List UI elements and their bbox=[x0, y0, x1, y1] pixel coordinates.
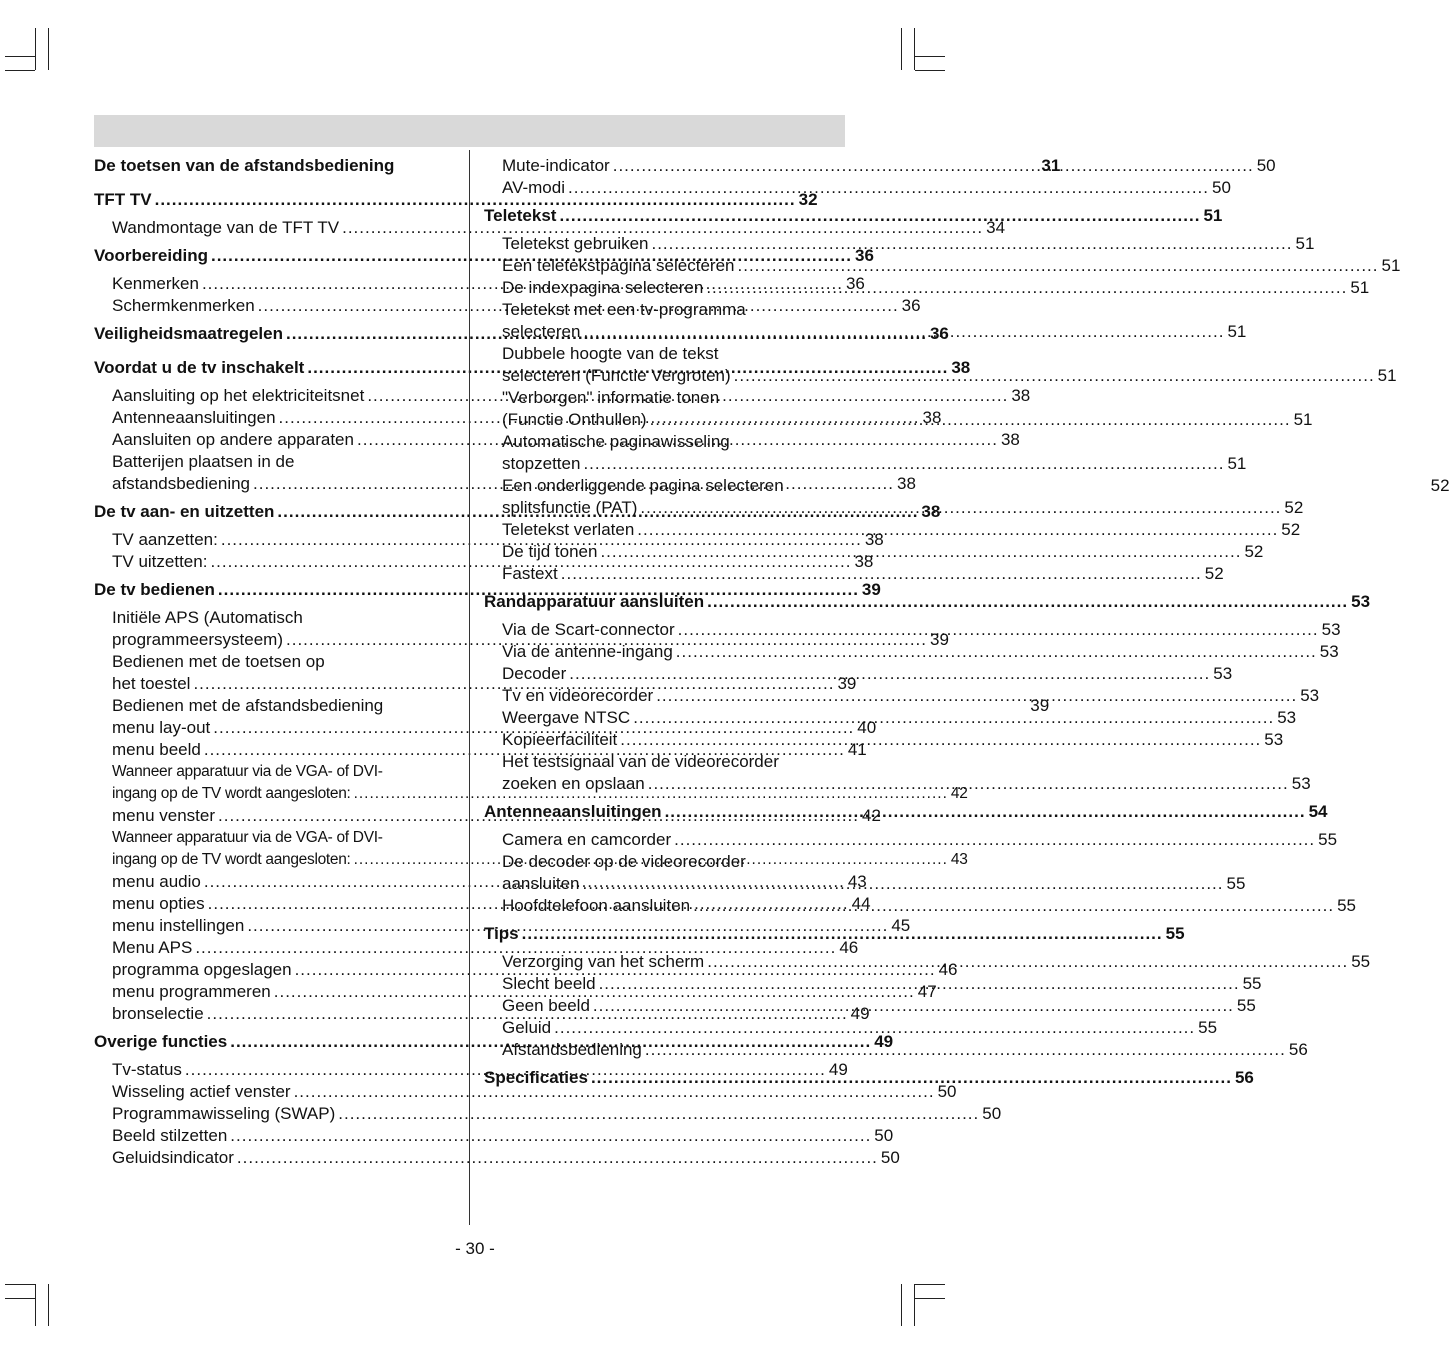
toc-page-number: 40 bbox=[857, 718, 877, 737]
toc-entry bbox=[112, 761, 446, 783]
toc-entry-title: Menu APS bbox=[112, 938, 193, 957]
toc-page-number: 55 bbox=[1165, 924, 1185, 943]
toc-entry-title: Initiële APS (Automatisch bbox=[112, 608, 303, 627]
toc-entry-title: TV aanzetten: bbox=[112, 530, 218, 549]
toc-page-number: 34 bbox=[986, 218, 1006, 237]
crop-mark bbox=[35, 1284, 36, 1326]
toc-page-number: 36 bbox=[845, 274, 865, 293]
toc-leader-dots bbox=[561, 563, 1202, 585]
toc-entry bbox=[112, 451, 446, 473]
toc-entry-title: menu lay-out bbox=[112, 718, 211, 737]
toc-page-number: 39 bbox=[1030, 696, 1050, 715]
toc-page-number: 38 bbox=[921, 502, 941, 521]
toc-entry-title: Veiligheidsmaatregelen bbox=[94, 324, 283, 343]
toc-leader-dots bbox=[637, 519, 1278, 541]
toc-entry-title: Dubbele hoogte van de tekst bbox=[502, 344, 719, 363]
toc-page-number: 53 bbox=[1321, 620, 1341, 639]
toc-page-number: 36 bbox=[929, 324, 949, 343]
toc-entry-title: Tips bbox=[484, 924, 519, 943]
toc-entry-title: Fastext bbox=[502, 564, 558, 583]
toc-entry-title: zoeken en opslaan bbox=[502, 774, 645, 793]
toc-entry-title: selecteren (Functie Vergroten) bbox=[502, 366, 731, 385]
toc-entry-title: "Verborgen" informatie tonen bbox=[502, 388, 720, 407]
toc-page-number: 52 bbox=[1430, 476, 1450, 495]
toc-page-number: 51 bbox=[1293, 410, 1313, 429]
toc-leader-dots bbox=[693, 895, 1334, 917]
toc-entry-title: Verzorging van het scherm bbox=[502, 952, 705, 971]
toc-page-number: 38 bbox=[1011, 386, 1031, 405]
toc-leader-dots bbox=[600, 541, 1241, 563]
toc-entry-title: Bedienen met de toetsen op bbox=[112, 652, 325, 671]
crop-mark bbox=[901, 1284, 902, 1326]
toc-page-number: 44 bbox=[851, 894, 871, 913]
toc-leader-dots bbox=[707, 951, 1348, 973]
toc-entry-title: AV-modi bbox=[502, 178, 565, 197]
toc-leader-dots bbox=[569, 663, 1210, 685]
toc-leader-dots bbox=[738, 255, 1379, 277]
toc-page-number: 43 bbox=[847, 872, 867, 891]
toc-page-number: 38 bbox=[951, 358, 971, 377]
toc-page-number: 52 bbox=[1244, 542, 1264, 561]
toc-page-number: 52 bbox=[1204, 564, 1224, 583]
toc-entry-title: Geen beeld bbox=[502, 996, 590, 1015]
toc-page-number: 49 bbox=[828, 1060, 848, 1079]
toc-entry-title: Wanneer apparatuur via de VGA- of DVI- bbox=[112, 829, 383, 846]
toc-entry-title: Decoder bbox=[502, 664, 567, 683]
toc-page-number: 49 bbox=[874, 1032, 894, 1051]
toc-page-number: 55 bbox=[1318, 830, 1338, 849]
toc-entry-title: Aansluiten op andere apparaten bbox=[112, 430, 354, 449]
toc-entry-title: De tv aan- en uitzetten bbox=[94, 502, 275, 521]
toc-entry-title: Specificaties bbox=[484, 1068, 588, 1087]
toc-page-number: 53 bbox=[1264, 730, 1284, 749]
toc-entry-title: menu opties bbox=[112, 894, 205, 913]
toc-entry-title: Schermkenmerken bbox=[112, 296, 255, 315]
toc-entry-title: afstandsbediening bbox=[112, 474, 251, 493]
toc-leader-dots bbox=[633, 707, 1274, 729]
toc-page-number: 55 bbox=[1198, 1018, 1218, 1037]
toc-leader-dots bbox=[230, 1125, 871, 1147]
toc-page-number: 36 bbox=[854, 246, 874, 265]
toc-section-heading bbox=[484, 205, 1223, 227]
toc-page-number: 38 bbox=[854, 552, 874, 571]
toc-entry-title: Randapparatuur aansluiten bbox=[484, 592, 705, 611]
toc-section-heading bbox=[94, 189, 818, 211]
toc-entry bbox=[112, 1147, 900, 1169]
toc-leader-dots bbox=[613, 155, 1254, 177]
toc-entry-title: Via de Scart-connector bbox=[502, 620, 675, 639]
toc-entry-title: Weergave NTSC bbox=[502, 708, 631, 727]
toc-page-number: 47 bbox=[917, 982, 937, 1001]
toc-entry bbox=[502, 177, 1231, 199]
toc-entry-title: Afstandsbediening bbox=[502, 1040, 642, 1059]
toc-entry-title: programmeersysteem) bbox=[112, 630, 283, 649]
toc-entry bbox=[502, 563, 1224, 585]
toc-page-number: 55 bbox=[1226, 874, 1246, 893]
toc-entry-title: Tv-status bbox=[112, 1060, 182, 1079]
toc-leader-dots bbox=[734, 365, 1375, 387]
toc-page-number: 38 bbox=[864, 530, 884, 549]
toc-entry bbox=[502, 851, 836, 873]
toc-page-number: 39 bbox=[930, 630, 949, 649]
toc-page-number: 43 bbox=[950, 851, 968, 868]
toc-entry-title: Teletekst verlaten bbox=[502, 520, 635, 539]
crop-mark bbox=[915, 56, 945, 57]
toc-entry-title: splitsfunctie (PAT) bbox=[502, 498, 638, 517]
toc-page-number: 51 bbox=[1227, 322, 1247, 341]
crop-mark bbox=[901, 28, 902, 70]
toc-entry-title: De tv bedienen bbox=[94, 580, 215, 599]
toc-page-number: 50 bbox=[1256, 156, 1276, 175]
toc-entry bbox=[502, 299, 836, 321]
toc-entry-title: Een teletekstpagina selecteren bbox=[502, 256, 735, 275]
toc-entry-title: Teletekst met een tv-programma bbox=[502, 300, 746, 319]
toc-section-heading bbox=[94, 579, 881, 601]
toc-page-number: 52 bbox=[1284, 498, 1304, 517]
toc-page-number: 38 bbox=[1000, 430, 1020, 449]
toc-page-number: 51 bbox=[1295, 234, 1315, 253]
toc-entry-title: Hoofdtelefoon aansluiten bbox=[502, 896, 691, 915]
toc-leader-dots bbox=[651, 233, 1292, 255]
toc-entry-title: Voorbereiding bbox=[94, 246, 208, 265]
header-bar bbox=[94, 115, 845, 147]
toc-leader-dots bbox=[648, 773, 1289, 795]
crop-mark bbox=[5, 1298, 35, 1299]
toc-entry-title: Tv en videorecorder bbox=[502, 686, 654, 705]
toc-entry-title: Wandmontage van de TFT TV bbox=[112, 218, 340, 237]
toc-page-number: 51 bbox=[1350, 278, 1370, 297]
toc-entry-title: Beeld stilzetten bbox=[112, 1126, 228, 1145]
toc-leader-dots bbox=[591, 1067, 1232, 1089]
toc-leader-dots bbox=[665, 801, 1306, 823]
toc-entry-title: Aansluiting op het elektriciteitsnet bbox=[112, 386, 365, 405]
toc-entry bbox=[502, 343, 836, 365]
toc-page-number: 50 bbox=[982, 1104, 1002, 1123]
crop-mark bbox=[5, 56, 35, 57]
toc-entry-title: De indexpagina selecteren bbox=[502, 278, 704, 297]
toc-page-number: 41 bbox=[847, 740, 867, 759]
crop-mark bbox=[915, 70, 945, 71]
toc-entry-title: Automatische paginawisseling bbox=[502, 432, 730, 451]
toc-entry-title: ingang op de TV wordt aangesloten: bbox=[112, 785, 351, 802]
toc-leader-dots bbox=[568, 177, 1209, 199]
toc-leader-dots bbox=[656, 685, 1297, 707]
column-divider bbox=[469, 150, 470, 1225]
toc-leader-dots bbox=[583, 321, 1224, 343]
toc-entry-title: Antenneaansluitingen bbox=[484, 802, 662, 821]
toc-leader-dots bbox=[554, 1017, 1195, 1039]
toc-leader-dots bbox=[645, 1039, 1286, 1061]
toc-page-number: 54 bbox=[1308, 802, 1328, 821]
toc-page-number: 53 bbox=[1213, 664, 1233, 683]
toc-entry-title: Kopieerfaciliteit bbox=[502, 730, 618, 749]
toc-page-number: 39 bbox=[861, 580, 881, 599]
toc-entry bbox=[112, 1103, 1002, 1125]
toc-entry-title: ingang op de TV wordt aangesloten: bbox=[112, 851, 351, 868]
toc-entry-title: Geluidsindicator bbox=[112, 1148, 234, 1167]
toc-page-number: 51 bbox=[1203, 206, 1223, 225]
toc-page-number: 53 bbox=[1291, 774, 1311, 793]
toc-entry-title: Bedienen met de afstandsbediening bbox=[112, 696, 384, 715]
toc-entry-title: Voordat u de tv inschakelt bbox=[94, 358, 305, 377]
toc-leader-dots bbox=[674, 829, 1315, 851]
toc-page-number: 53 bbox=[1319, 642, 1339, 661]
toc-page-number: 31 bbox=[1041, 156, 1061, 175]
toc-page-number: 55 bbox=[1337, 896, 1357, 915]
toc-entry-title: TV uitzetten: bbox=[112, 552, 208, 571]
crop-mark bbox=[35, 28, 36, 70]
toc-page-number: 45 bbox=[891, 916, 911, 935]
toc-leader-dots bbox=[706, 277, 1347, 299]
toc-page-number: 42 bbox=[862, 806, 881, 825]
toc-entry-title: menu programmeren bbox=[112, 982, 271, 1001]
toc-leader-dots bbox=[599, 973, 1240, 995]
toc-page-number: 53 bbox=[1351, 592, 1371, 611]
crop-mark bbox=[5, 1284, 35, 1285]
toc-entry-title: Het testsignaal van de videorecorder bbox=[502, 752, 779, 771]
toc-page-number: 50 bbox=[874, 1126, 894, 1145]
toc-entry bbox=[112, 827, 446, 849]
toc-page-number: 51 bbox=[1381, 256, 1401, 275]
toc-entry-title: Een onderliggende pagina selecteren bbox=[502, 476, 784, 495]
toc-entry-title: Overige functies bbox=[94, 1032, 228, 1051]
crop-mark bbox=[914, 1284, 915, 1326]
toc-leader-dots bbox=[522, 923, 1163, 945]
toc-entry bbox=[502, 751, 836, 773]
toc-entry-title: Wisseling actief venster bbox=[112, 1082, 291, 1101]
toc-page-number: 46 bbox=[938, 960, 958, 979]
toc-page-number: 46 bbox=[839, 938, 859, 957]
toc-page-number: 50 bbox=[880, 1148, 900, 1167]
toc-entry-title: Programmawisseling (SWAP) bbox=[112, 1104, 336, 1123]
toc-leader-dots bbox=[678, 619, 1319, 641]
toc-entry-title: het toestel bbox=[112, 674, 191, 693]
toc-page-number: 52 bbox=[1281, 520, 1301, 539]
toc-page-number: 49 bbox=[850, 1004, 870, 1023]
toc-entry bbox=[502, 641, 1339, 663]
toc-entry-title: (Functie Onthullen) bbox=[502, 410, 647, 429]
toc-entry-title: Teletekst gebruiken bbox=[502, 234, 649, 253]
toc-entry-title: Batterijen plaatsen in de bbox=[112, 452, 295, 471]
toc-entry-title: Via de antenne-ingang bbox=[502, 642, 673, 661]
toc-leader-dots bbox=[650, 409, 1291, 431]
crop-mark bbox=[915, 1298, 945, 1299]
toc-entry bbox=[502, 431, 836, 453]
toc-entry bbox=[502, 233, 1315, 255]
toc-leader-dots bbox=[593, 995, 1234, 1017]
toc-page-number: 53 bbox=[1300, 686, 1320, 705]
toc-entry bbox=[112, 1125, 894, 1147]
toc-entry bbox=[502, 1017, 1218, 1039]
toc-page-number: 42 bbox=[950, 785, 968, 802]
crop-mark bbox=[48, 1284, 49, 1326]
toc-leader-dots bbox=[583, 873, 1224, 895]
toc-entry-title: Camera en camcorder bbox=[502, 830, 672, 849]
toc-entry-title: aansluiten bbox=[502, 874, 580, 893]
toc-section-heading bbox=[484, 591, 1371, 613]
toc-leader-dots bbox=[707, 591, 1348, 613]
toc-entry bbox=[502, 453, 1247, 475]
toc-page-number: 38 bbox=[897, 474, 916, 493]
toc-entry-title: bronselectie bbox=[112, 1004, 204, 1023]
toc-entry-title: menu audio bbox=[112, 872, 201, 891]
toc-page-number: 32 bbox=[798, 190, 818, 209]
toc-entry-title: menu venster bbox=[112, 806, 215, 825]
toc-page-number: 39 bbox=[837, 674, 857, 693]
toc-leader-dots bbox=[237, 1147, 878, 1169]
toc-entry bbox=[112, 1081, 957, 1103]
toc-page-number: 50 bbox=[937, 1082, 957, 1101]
toc-page-number: 56 bbox=[1234, 1068, 1254, 1087]
crop-mark bbox=[48, 28, 49, 70]
toc-entry-title: De decoder op de videorecorder bbox=[502, 852, 746, 871]
toc-entry-title: Wanneer apparatuur via de VGA- of DVI- bbox=[112, 763, 383, 780]
toc-entry bbox=[112, 651, 446, 673]
toc-entry-title: menu beeld bbox=[112, 740, 201, 759]
toc-entry bbox=[502, 829, 1338, 851]
toc-entry-title: Geluid bbox=[502, 1018, 552, 1037]
crop-mark bbox=[5, 70, 35, 71]
toc-page-number: 55 bbox=[1351, 952, 1371, 971]
toc-leader-dots bbox=[676, 641, 1317, 663]
toc-entry-title: programma opgeslagen bbox=[112, 960, 292, 979]
toc-leader-dots bbox=[620, 729, 1261, 751]
toc-page-number: 38 bbox=[922, 408, 942, 427]
toc-entry bbox=[502, 387, 836, 409]
toc-page-number: 51 bbox=[1227, 454, 1247, 473]
toc-entry-title: selecteren bbox=[502, 322, 581, 341]
toc-leader-dots bbox=[640, 497, 1281, 519]
toc-entry-title: Mute-indicator bbox=[502, 156, 610, 175]
toc-page-number: 36 bbox=[901, 296, 921, 315]
toc-page-number: 50 bbox=[1212, 178, 1231, 197]
toc-page-number: 51 bbox=[1377, 366, 1397, 385]
toc-leader-dots bbox=[583, 453, 1224, 475]
toc-page-number: 55 bbox=[1236, 996, 1256, 1015]
crop-mark bbox=[914, 28, 915, 70]
toc-entry-title: De tijd tonen bbox=[502, 542, 598, 561]
toc-page-number: 53 bbox=[1277, 708, 1297, 727]
toc-entry bbox=[112, 937, 859, 959]
toc-entry bbox=[112, 607, 446, 629]
toc-entry-title: Kenmerken bbox=[112, 274, 199, 293]
crop-mark bbox=[915, 1284, 945, 1285]
toc-entry-title: Teletekst bbox=[484, 206, 557, 225]
toc-leader-dots bbox=[338, 1103, 979, 1125]
toc-leader-dots bbox=[559, 205, 1200, 227]
toc-entry-title: Slecht beeld bbox=[502, 974, 596, 993]
toc-entry-title: De toetsen van de afstandsbediening bbox=[94, 156, 395, 175]
toc-entry bbox=[112, 217, 1006, 239]
page-number: - 30 - bbox=[455, 1239, 495, 1258]
toc-entry-title: menu instellingen bbox=[112, 916, 245, 935]
toc-entry-title: stopzetten bbox=[502, 454, 581, 473]
toc-entry-title: TFT TV bbox=[94, 190, 152, 209]
toc-entry-title: Antenneaansluitingen bbox=[112, 408, 276, 427]
toc-page-number: 56 bbox=[1288, 1040, 1308, 1059]
toc-page-number: 55 bbox=[1242, 974, 1262, 993]
